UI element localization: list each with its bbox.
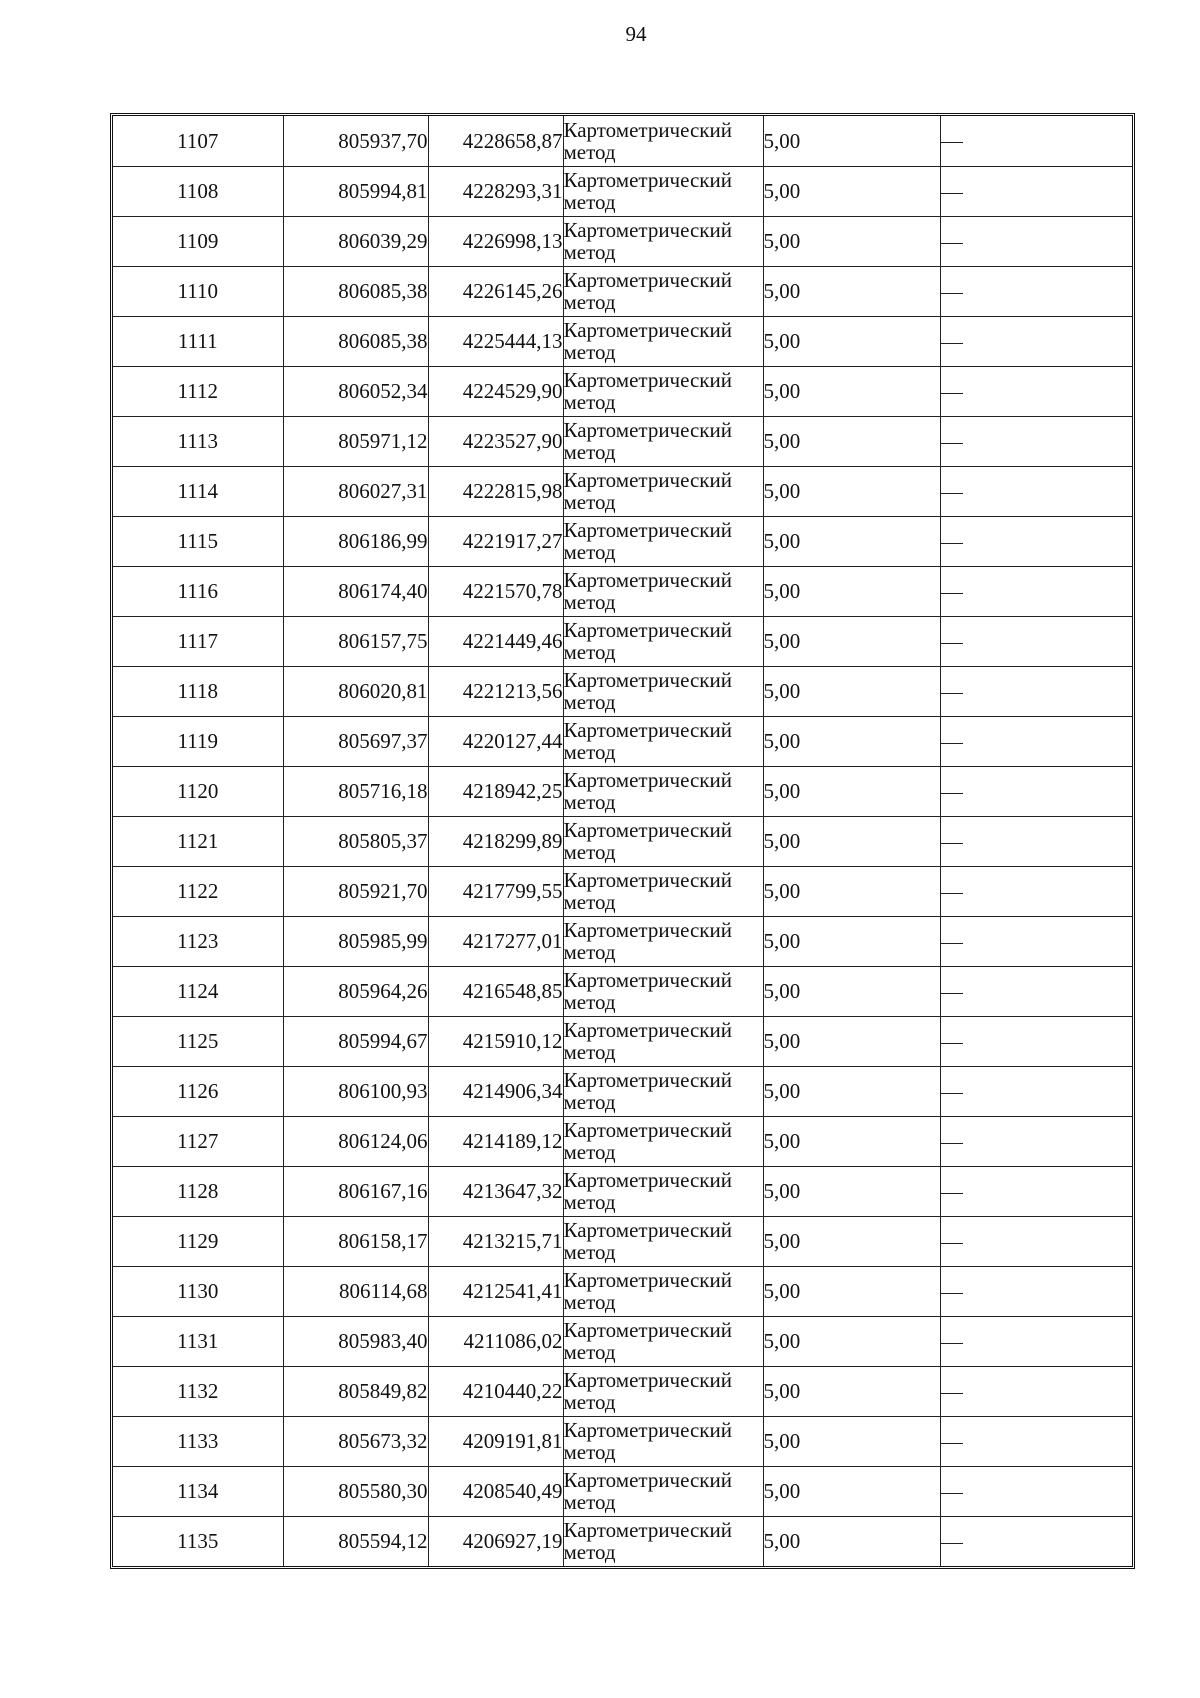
method-line-2: метод	[563, 1090, 616, 1114]
y-coordinate-cell: 4222815,98	[428, 466, 563, 516]
note-cell	[940, 1516, 1132, 1566]
accuracy-cell: 5,00	[763, 266, 940, 316]
method-line-2: метод	[563, 890, 616, 914]
note-cell	[940, 666, 1132, 716]
dash-mark	[941, 493, 963, 494]
method-cell	[563, 616, 763, 666]
method-line-1: Картометрический	[563, 418, 732, 442]
accuracy-cell: 5,00	[763, 466, 940, 516]
method-line-1: Картометрический	[563, 468, 732, 492]
note-cell	[940, 316, 1132, 366]
accuracy-cell: 5,00	[763, 616, 940, 666]
x-coordinate-cell: 806157,75	[283, 616, 428, 666]
point-number-cell: 1130	[113, 1266, 283, 1316]
dash-mark	[941, 1543, 963, 1544]
point-number-cell: 1110	[113, 266, 283, 316]
y-coordinate-cell: 4216548,85	[428, 966, 563, 1016]
y-coordinate-cell: 4209191,81	[428, 1416, 563, 1466]
note-cell	[940, 616, 1132, 666]
x-coordinate-cell: 805921,70	[283, 866, 428, 916]
method-line-2: метод	[563, 640, 616, 664]
note-cell	[940, 716, 1132, 766]
x-coordinate-cell: 806158,17	[283, 1216, 428, 1266]
note-cell	[940, 466, 1132, 516]
dash-mark	[941, 1343, 963, 1344]
point-number-cell: 1122	[113, 866, 283, 916]
method-line-1: Картометрический	[563, 1168, 732, 1192]
x-coordinate-cell: 805580,30	[283, 1466, 428, 1516]
table-row	[113, 1516, 1132, 1566]
method-cell	[563, 466, 763, 516]
table-row	[113, 1016, 1132, 1066]
method-line-1: Картометрический	[563, 368, 732, 392]
table-row	[113, 666, 1132, 716]
method-cell	[563, 366, 763, 416]
point-number-cell: 1124	[113, 966, 283, 1016]
y-coordinate-cell: 4218299,89	[428, 816, 563, 866]
table-row	[113, 1066, 1132, 1116]
dash-mark	[941, 343, 963, 344]
point-number-cell: 1108	[113, 166, 283, 216]
method-line-1: Картометрический	[563, 818, 732, 842]
method-line-2: метод	[563, 440, 616, 464]
note-cell	[940, 1016, 1132, 1066]
x-coordinate-cell: 805673,32	[283, 1416, 428, 1466]
method-cell	[563, 816, 763, 866]
accuracy-cell: 5,00	[763, 1116, 940, 1166]
x-coordinate-cell: 805716,18	[283, 766, 428, 816]
method-line-2: метод	[563, 1190, 616, 1214]
point-number-cell: 1114	[113, 466, 283, 516]
accuracy-cell: 5,00	[763, 1066, 940, 1116]
method-cell	[563, 1166, 763, 1216]
method-cell	[563, 516, 763, 566]
note-cell	[940, 216, 1132, 266]
method-cell	[563, 716, 763, 766]
method-line-1: Картометрический	[563, 1018, 732, 1042]
y-coordinate-cell: 4213647,32	[428, 1166, 563, 1216]
x-coordinate-cell: 806167,16	[283, 1166, 428, 1216]
table-row	[113, 1216, 1132, 1266]
accuracy-cell: 5,00	[763, 966, 940, 1016]
point-number-cell: 1112	[113, 366, 283, 416]
coordinates-table-body	[113, 116, 1132, 1566]
accuracy-cell: 5,00	[763, 766, 940, 816]
x-coordinate-cell: 805594,12	[283, 1516, 428, 1566]
method-line-2: метод	[563, 1540, 616, 1565]
table-row	[113, 816, 1132, 866]
note-cell	[940, 1416, 1132, 1466]
method-cell	[563, 166, 763, 216]
dash-mark	[941, 1443, 963, 1444]
method-line-2: метод	[563, 340, 616, 364]
method-cell	[563, 916, 763, 966]
dash-mark	[941, 293, 963, 294]
point-number-cell: 1120	[113, 766, 283, 816]
y-coordinate-cell: 4217799,55	[428, 866, 563, 916]
method-cell	[563, 316, 763, 366]
y-coordinate-cell: 4214906,34	[428, 1066, 563, 1116]
method-cell	[563, 666, 763, 716]
method-line-2: метод	[563, 139, 616, 164]
accuracy-cell: 5,00	[763, 1166, 940, 1216]
point-number-cell: 1115	[113, 516, 283, 566]
method-cell	[563, 1466, 763, 1516]
method-line-2: метод	[563, 790, 616, 814]
table-row	[113, 516, 1132, 566]
note-cell	[940, 1366, 1132, 1416]
table-row	[113, 916, 1132, 966]
table-row	[113, 616, 1132, 666]
dash-mark	[941, 1143, 963, 1144]
x-coordinate-cell: 805964,26	[283, 966, 428, 1016]
method-cell	[563, 266, 763, 316]
dash-mark	[941, 743, 963, 744]
dash-mark	[941, 643, 963, 644]
accuracy-cell: 5,00	[763, 1366, 940, 1416]
dash-mark	[941, 1243, 963, 1244]
method-cell	[563, 966, 763, 1016]
table-row	[113, 266, 1132, 316]
method-cell	[563, 1016, 763, 1066]
dash-mark	[941, 1493, 963, 1494]
y-coordinate-cell: 4221917,27	[428, 516, 563, 566]
accuracy-cell: 5,00	[763, 1316, 940, 1366]
y-coordinate-cell: 4224529,90	[428, 366, 563, 416]
point-number-cell: 1117	[113, 616, 283, 666]
y-coordinate-cell: 4228293,31	[428, 166, 563, 216]
method-cell	[563, 566, 763, 616]
x-coordinate-cell: 806174,40	[283, 566, 428, 616]
note-cell	[940, 1166, 1132, 1216]
coordinates-table	[113, 116, 1132, 1566]
table-row	[113, 716, 1132, 766]
method-cell	[563, 1516, 763, 1566]
point-number-cell: 1128	[113, 1166, 283, 1216]
method-line-2: метод	[563, 1490, 616, 1514]
method-line-2: метод	[563, 740, 616, 764]
method-line-1: Картометрический	[563, 518, 732, 542]
method-cell	[563, 116, 763, 166]
accuracy-cell: 5,00	[763, 216, 940, 266]
method-line-2: метод	[563, 1340, 616, 1364]
note-cell	[940, 1266, 1132, 1316]
point-number-cell: 1134	[113, 1466, 283, 1516]
method-line-2: метод	[563, 190, 616, 214]
accuracy-cell: 5,00	[763, 1266, 940, 1316]
dash-mark	[941, 193, 963, 194]
x-coordinate-cell: 806052,34	[283, 366, 428, 416]
dash-mark	[941, 393, 963, 394]
method-line-2: метод	[563, 390, 616, 414]
table-row	[113, 416, 1132, 466]
note-cell	[940, 816, 1132, 866]
x-coordinate-cell: 805805,37	[283, 816, 428, 866]
y-coordinate-cell: 4221570,78	[428, 566, 563, 616]
y-coordinate-cell: 4206927,19	[428, 1516, 563, 1566]
accuracy-cell: 5,00	[763, 866, 940, 916]
point-number-cell: 1123	[113, 916, 283, 966]
dash-mark	[941, 993, 963, 994]
method-line-2: метод	[563, 1240, 616, 1264]
x-coordinate-cell: 806186,99	[283, 516, 428, 566]
method-cell	[563, 1316, 763, 1366]
table-row	[113, 1416, 1132, 1466]
x-coordinate-cell: 805849,82	[283, 1366, 428, 1416]
point-number-cell: 1129	[113, 1216, 283, 1266]
method-line-1: Картометрический	[563, 968, 732, 992]
x-coordinate-cell: 805937,70	[283, 116, 428, 166]
method-line-1: Картометрический	[563, 618, 732, 642]
note-cell	[940, 366, 1132, 416]
note-cell	[940, 1066, 1132, 1116]
accuracy-cell: 5,00	[763, 716, 940, 766]
note-cell	[940, 866, 1132, 916]
x-coordinate-cell: 805985,99	[283, 916, 428, 966]
y-coordinate-cell: 4221213,56	[428, 666, 563, 716]
x-coordinate-cell: 806027,31	[283, 466, 428, 516]
point-number-cell: 1125	[113, 1016, 283, 1066]
y-coordinate-cell: 4221449,46	[428, 616, 563, 666]
point-number-cell: 1111	[113, 316, 283, 366]
table-row	[113, 866, 1132, 916]
x-coordinate-cell: 806085,38	[283, 316, 428, 366]
method-cell	[563, 866, 763, 916]
x-coordinate-cell: 806085,38	[283, 266, 428, 316]
accuracy-cell: 5,00	[763, 116, 940, 166]
method-line-1: Картометрический	[563, 1118, 732, 1142]
point-number-cell: 1113	[113, 416, 283, 466]
accuracy-cell: 5,00	[763, 1516, 940, 1566]
method-line-1: Картометрический	[563, 218, 732, 242]
x-coordinate-cell: 806124,06	[283, 1116, 428, 1166]
dash-mark	[941, 1293, 963, 1294]
y-coordinate-cell: 4214189,12	[428, 1116, 563, 1166]
y-coordinate-cell: 4212541,41	[428, 1266, 563, 1316]
point-number-cell: 1119	[113, 716, 283, 766]
y-coordinate-cell: 4218942,25	[428, 766, 563, 816]
y-coordinate-cell: 4228658,87	[428, 116, 563, 166]
y-coordinate-cell: 4226145,26	[428, 266, 563, 316]
dash-mark	[941, 1043, 963, 1044]
accuracy-cell: 5,00	[763, 1416, 940, 1466]
point-number-cell: 1132	[113, 1366, 283, 1416]
y-coordinate-cell: 4215910,12	[428, 1016, 563, 1066]
dash-mark	[941, 593, 963, 594]
table-row	[113, 216, 1132, 266]
method-cell	[563, 216, 763, 266]
table-row	[113, 1166, 1132, 1216]
accuracy-cell: 5,00	[763, 366, 940, 416]
method-line-2: метод	[563, 940, 616, 964]
dash-mark	[941, 693, 963, 694]
note-cell	[940, 1466, 1132, 1516]
point-number-cell: 1118	[113, 666, 283, 716]
method-line-1: Картометрический	[563, 718, 732, 742]
point-number-cell: 1109	[113, 216, 283, 266]
method-line-2: метод	[563, 1390, 616, 1414]
dash-mark	[941, 142, 963, 143]
y-coordinate-cell: 4220127,44	[428, 716, 563, 766]
method-cell	[563, 1266, 763, 1316]
y-coordinate-cell: 4208540,49	[428, 1466, 563, 1516]
method-line-1: Картометрический	[563, 1418, 732, 1442]
method-line-1: Картометрический	[563, 1068, 732, 1092]
method-line-1: Картометрический	[563, 268, 732, 292]
method-line-1: Картометрический	[563, 568, 732, 592]
note-cell	[940, 1116, 1132, 1166]
table-row	[113, 1266, 1132, 1316]
accuracy-cell: 5,00	[763, 816, 940, 866]
method-line-1: Картометрический	[563, 768, 732, 792]
point-number-cell: 1116	[113, 566, 283, 616]
accuracy-cell: 5,00	[763, 566, 940, 616]
point-number-cell: 1121	[113, 816, 283, 866]
y-coordinate-cell: 4213215,71	[428, 1216, 563, 1266]
method-cell	[563, 1216, 763, 1266]
method-cell	[563, 766, 763, 816]
method-line-2: метод	[563, 840, 616, 864]
accuracy-cell: 5,00	[763, 1466, 940, 1516]
method-line-2: метод	[563, 1040, 616, 1064]
table-row	[113, 166, 1132, 216]
dash-mark	[941, 893, 963, 894]
method-cell	[563, 1066, 763, 1116]
y-coordinate-cell: 4223527,90	[428, 416, 563, 466]
method-line-2: метод	[563, 1140, 616, 1164]
table-row	[113, 1316, 1132, 1366]
note-cell	[940, 916, 1132, 966]
point-number-cell: 1135	[113, 1516, 283, 1566]
x-coordinate-cell: 805994,81	[283, 166, 428, 216]
method-line-1: Картометрический	[563, 868, 732, 892]
y-coordinate-cell: 4226998,13	[428, 216, 563, 266]
dash-mark	[941, 443, 963, 444]
x-coordinate-cell: 806039,29	[283, 216, 428, 266]
point-number-cell: 1126	[113, 1066, 283, 1116]
accuracy-cell: 5,00	[763, 916, 940, 966]
method-line-2: метод	[563, 990, 616, 1014]
y-coordinate-cell: 4210440,22	[428, 1366, 563, 1416]
method-line-1: Картометрический	[563, 1318, 732, 1342]
x-coordinate-cell: 806020,81	[283, 666, 428, 716]
method-line-1: Картометрический	[563, 318, 732, 342]
method-cell	[563, 1366, 763, 1416]
note-cell	[940, 116, 1132, 166]
x-coordinate-cell: 806114,68	[283, 1266, 428, 1316]
x-coordinate-cell: 805971,12	[283, 416, 428, 466]
note-cell	[940, 1316, 1132, 1366]
method-line-1: Картометрический	[563, 1218, 732, 1242]
accuracy-cell: 5,00	[763, 316, 940, 366]
dash-mark	[941, 793, 963, 794]
dash-mark	[941, 1093, 963, 1094]
table-row	[113, 1466, 1132, 1516]
method-line-2: метод	[563, 290, 616, 314]
accuracy-cell: 5,00	[763, 166, 940, 216]
method-line-1: Картометрический	[563, 117, 732, 142]
point-number-cell: 1131	[113, 1316, 283, 1366]
point-number-cell: 1107	[113, 116, 283, 166]
table-row	[113, 966, 1132, 1016]
y-coordinate-cell: 4225444,13	[428, 316, 563, 366]
accuracy-cell: 5,00	[763, 516, 940, 566]
note-cell	[940, 766, 1132, 816]
note-cell	[940, 266, 1132, 316]
x-coordinate-cell: 805697,37	[283, 716, 428, 766]
table-row	[113, 1366, 1132, 1416]
x-coordinate-cell: 805994,67	[283, 1016, 428, 1066]
note-cell	[940, 416, 1132, 466]
method-line-1: Картометрический	[563, 668, 732, 692]
method-line-1: Картометрический	[563, 1518, 732, 1543]
point-number-cell: 1133	[113, 1416, 283, 1466]
page-number: 94	[625, 22, 647, 46]
table-row	[113, 566, 1132, 616]
note-cell	[940, 516, 1132, 566]
table-row	[113, 316, 1132, 366]
x-coordinate-cell: 805983,40	[283, 1316, 428, 1366]
method-cell	[563, 1416, 763, 1466]
method-line-2: метод	[563, 540, 616, 564]
note-cell	[940, 166, 1132, 216]
dash-mark	[941, 843, 963, 844]
method-cell	[563, 1116, 763, 1166]
method-line-2: метод	[563, 690, 616, 714]
dash-mark	[941, 943, 963, 944]
table-row	[113, 366, 1132, 416]
accuracy-cell: 5,00	[763, 1016, 940, 1066]
note-cell	[940, 566, 1132, 616]
table-row	[113, 466, 1132, 516]
point-number-cell: 1127	[113, 1116, 283, 1166]
dash-mark	[941, 1393, 963, 1394]
dash-mark	[941, 1193, 963, 1194]
x-coordinate-cell: 806100,93	[283, 1066, 428, 1116]
dash-mark	[941, 243, 963, 244]
table-row	[113, 116, 1132, 166]
accuracy-cell: 5,00	[763, 666, 940, 716]
accuracy-cell: 5,00	[763, 416, 940, 466]
note-cell	[940, 1216, 1132, 1266]
coordinates-table-frame	[110, 113, 1135, 1569]
method-line-2: метод	[563, 590, 616, 614]
accuracy-cell: 5,00	[763, 1216, 940, 1266]
table-row	[113, 1116, 1132, 1166]
method-line-2: метод	[563, 1290, 616, 1314]
method-line-1: Картометрический	[563, 1268, 732, 1292]
method-line-1: Картометрический	[563, 918, 732, 942]
method-line-1: Картометрический	[563, 1368, 732, 1392]
method-line-1: Картометрический	[563, 168, 732, 192]
dash-mark	[941, 543, 963, 544]
method-line-2: метод	[563, 490, 616, 514]
note-cell	[940, 966, 1132, 1016]
table-row	[113, 766, 1132, 816]
method-line-2: метод	[563, 1440, 616, 1464]
method-cell	[563, 416, 763, 466]
y-coordinate-cell: 4211086,02	[428, 1316, 563, 1366]
y-coordinate-cell: 4217277,01	[428, 916, 563, 966]
method-line-2: метод	[563, 240, 616, 264]
method-line-1: Картометрический	[563, 1468, 732, 1492]
